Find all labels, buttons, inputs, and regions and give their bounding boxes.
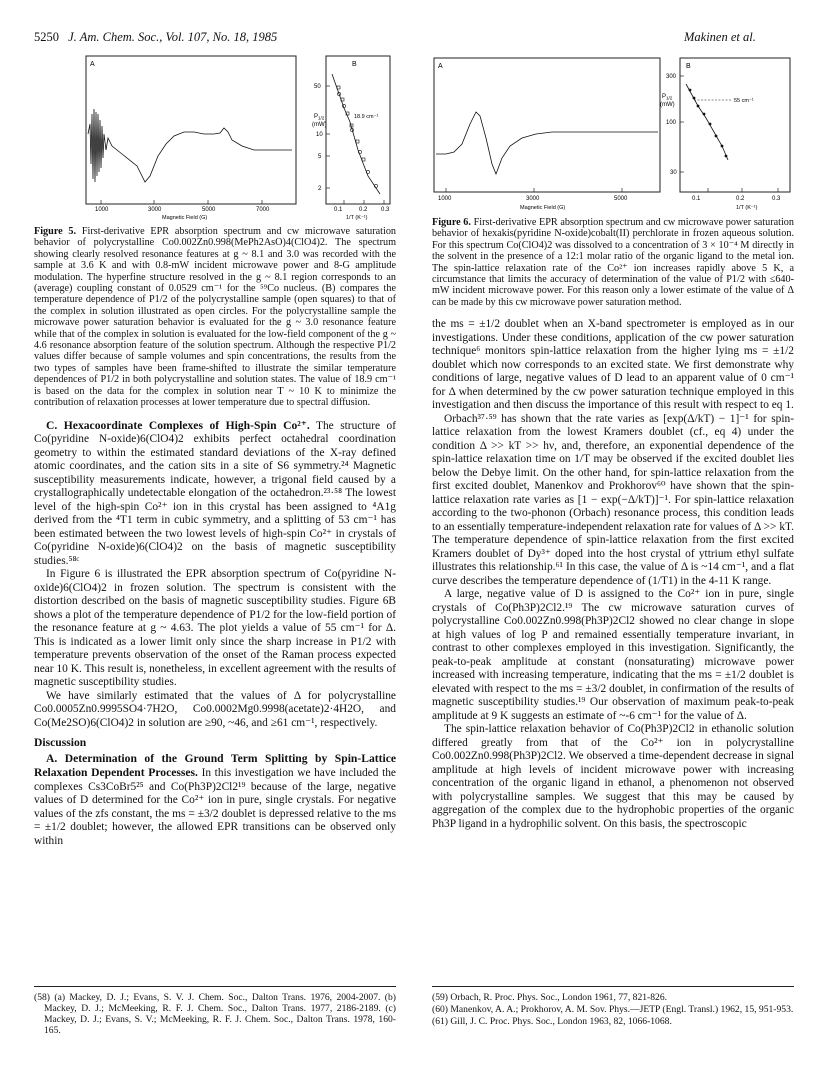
paragraph: In this investigation we have included the complexes Cs3CoBr5²⁵ and Co(Ph3P)2Cl2¹⁹ because of the large, negative values of D determined for the Co²⁺ ion in pure, single crystals. For negative values of the zfs constant, the ms = ±3/2 doublet is depressed relative to the ms = ±1/2 doublet; however, the allowed EPR transitions can be observed only within xyxy=(34,767,396,847)
fig5-x-axis-label: Magnetic Field (G) xyxy=(162,215,208,220)
paragraph: A large, negative value of D is assigned to the Co²⁺ ion in pure, single crystals of Co(Ph3P)2Cl2.¹⁹ The cw microwave saturation curves of polycrystalline Co0.002Zn0.998(Ph3P)2Cl2 showed no clear change in slope at high values of log P and remained essentially temperature invariant, in contrast to other complexes employed in this investigation. Significantly, the peak-to-peak amplitude at constant (nonsaturating) microwave power increased with increasing temperature, indicating that the ms = ±1/2 doublet is elevated with respect to the ms = ±3/2 doublet, in confirmation of the results of magnetic susceptibility studies.¹⁹ Our observation of maximum peak-to-peak amplitude at 9 K suggests an estimate of ~-6 cm⁻¹ for the value of Δ. xyxy=(432,588,794,722)
fig5-b-y-tick: 2 xyxy=(318,186,322,192)
fig5-x-tick: 3000 xyxy=(148,207,162,213)
fig6-b-y-label: $P_{1/2}$ xyxy=(662,94,673,101)
fig5-b-fit-line xyxy=(332,74,380,194)
page-number: 5250 xyxy=(34,30,59,44)
fig5-panel-b-frame xyxy=(326,56,390,204)
right-column xyxy=(432,217,794,831)
fig5-panel-a-frame xyxy=(86,56,296,204)
figure-6 xyxy=(432,54,798,212)
fig5-b-x-tick: 0.3 xyxy=(381,207,390,213)
fig6-b-fit-line xyxy=(686,84,728,160)
paragraph: the ms = ±1/2 doublet when an X-band spectrometer is employed as in our investigations. Under these conditions, application of the cw power saturation technique⁶ monitors spin-lattice relaxation from the higher lying ms = ±1/2 doublet which now corresponds to an excited state. We first demonstrate why conditions of large, negative values of D lead to an apparent value of 0 cm⁻¹ for Δ when determined by the cw power saturation technique employed in this investigation and then discuss the importance of this result with respect to eq 1. xyxy=(432,318,794,412)
fig5-x-tick: 1000 xyxy=(95,207,109,213)
fig6-b-x-tick: 0.1 xyxy=(692,196,701,202)
figure-6-caption-text: First-derivative EPR absorption spectrum and cw microwave power saturation behavior of hexakis(pyridine N-oxide)cobalt(II) perchlorate in frozen aqueous solution. For this spectrum Co(ClO4)2 was dissolved to a concentration of 3 × 10⁻⁴ M directly in the solvent in the presence of a 12:1 molar ratio of the organic ligand to the metal ion. The spin-lattice relaxation rate of the Co²⁺ ion increases rapidly above 5 K, a circumstance that limits the accuracy of determination of the value of P1/2 with ≤640-mW incident microwave power. For this reason only a lower estimate of the value of Δ can be made by this cw microwave power saturation method. xyxy=(432,217,794,308)
left-body-text xyxy=(34,419,396,849)
figure-6-caption-label: Figure 6. xyxy=(432,217,471,228)
fig5-b-y-tick: 5 xyxy=(318,154,322,160)
fig6-panel-a-label: A xyxy=(438,63,443,70)
fig5-b-y-tick: 10 xyxy=(316,132,323,138)
fig6-b-annotation: 55 cm⁻¹ xyxy=(734,98,754,104)
paragraph: The structure of Co(pyridine N-oxide)6(ClO4)2 exhibits perfect octahedral coordination geometry to within the estimated standard deviations of the X-ray defined atomic coordinates, and the cation sits in a site of S6 symmetry.²⁴ Magnetic susceptibility measurements indicate, however, a trigonal field caused by a crystallographically undetectable elongation of the octahedron.²³·⁵⁸ The lowest level of the high-spin Co²⁺ ion in this crystal has been assigned to ⁴A1g derived from the ⁴T1 term in cubic symmetry, and a splitting of 53 cm⁻¹ has been estimated between the two lowest levels of high-spin Co²⁺ in crystals of Co(pyridine N-oxide)6(ClO4)2 on the basis of magnetic susceptibility studies.⁵⁸ᶜ xyxy=(34,419,396,567)
footnotes-left xyxy=(34,992,396,1037)
fig6-panel-b-frame xyxy=(680,58,790,192)
figure-5-caption xyxy=(34,226,396,409)
footnotes-right xyxy=(432,992,794,1028)
fig6-x-tick: 3000 xyxy=(526,196,540,202)
fig6-x-tick: 1000 xyxy=(438,196,452,202)
fig5-panel-b-label: B xyxy=(352,61,357,68)
paragraph: The spin-lattice relaxation behavior of Co(Ph3P)2Cl2 in ethanolic solution differed greatly from that of the Co²⁺ ion in polycrystalline Co0.002Zn0.998(Ph3P)2Cl2. We observed a time-dependent decrease in signal amplitude at high levels of incident microwave power with increasing concentration of the organic ligand in ethanol, a phenomenon not observed with polycrystalline samples. We suggest that this may be caused by aggregation of the complex due to the hydrophobic properties of the organic Ph3P ligand in a hydrophilic solvent. On this basis, the spectroscopic xyxy=(432,723,794,830)
paragraph: Orbach³⁷·⁵⁹ has shown that the rate varies as [exp(Δ/kT) − 1]⁻¹ for spin-lattice relaxation from the lowest Kramers doublet (cf., eq 4) under the condition Δ >> kT >> hν, and, therefore, an exponential dependence of the spin-lattice relaxation time on 1/T may be observed if the excited doublet lies below the Debye limit. On the other hand, for spin-lattice relaxation from the first excited doublet, Manenkov and Prokhorov⁶⁰ have shown that the spin-lattice relaxation rate varies as [1 − exp(−Δ/kT)]⁻¹. For spin-lattice relaxation according to the two-phonon (Orbach) resonance process, this condition leads to an essentially temperature-independent relaxation rate for values of Δ >> kT. The temperature dependence of spin-lattice relaxation from the first excited Kramers doublet of Dy³⁺ doped into the host crystal of yttrium ethyl sulfate illustrates this relationship.⁶¹ In this case, the value of Δ is ~14 cm⁻¹, and a flat curve describes the temperature dependence of (1/T1) in the 4-11 K range. xyxy=(432,412,794,587)
running-header-authors: Makinen et al. xyxy=(684,30,756,44)
fig6-b-y-tick: 300 xyxy=(666,74,677,80)
fig6-x-axis-label: Magnetic Field (G) xyxy=(520,205,566,211)
fig6-b-x-tick: 0.2 xyxy=(736,196,745,202)
figure-5 xyxy=(82,54,402,220)
footnote-rule-right xyxy=(432,986,794,987)
fig5-x-tick: 5000 xyxy=(202,207,216,213)
figure-6-caption xyxy=(432,217,794,308)
fig6-b-x-tick: 0.3 xyxy=(772,196,781,202)
fig6-panel-a-frame xyxy=(434,58,660,192)
fig6-b-y-tick: 30 xyxy=(670,170,677,176)
figure-5-caption-text: First-derivative EPR absorption spectrum and cw microwave saturation behavior of polycrystalline Co0.002Zn0.998(MePh2AsO)4(ClO4)2. The spectrum showing clearly resolved resonance features at g ~ 8.1 and 3.0 was recorded with the sample at 3.6 K and with 0.8-mW incident microwave power and 8-G amplitude modulation. The hyperfine structure resolved in the g ~ 8.1 region corresponds to an (average) coupling constant of 0.0529 cm⁻¹ for the ⁵⁹Co nucleus. (B) compares the temperature dependence of P1/2 of the polycrystalline sample (open squares) to that of the complex in solution illustrated as open circles. For the polycrystalline sample the microwave power saturation behavior is evaluated for the g ~ 3.0 resonance feature while that of the complex in solution is evaluated for the low-field component of the g ~ 4.6 resonance absorption feature of the solution spectrum. Although the respective P1/2 values differ because of sample volumes and spin concentrations, the results from the two types of samples have been frame-shifted to illustrate the similar temperature dependences of P1/2 in both polycrystalline and solution states. The value of 18.9 cm⁻¹ is based on the data for the complex in solution near T ~ 10 K to minimize the contribution of relaxation processes at lower temperature due to spectral diffusion. xyxy=(34,226,397,409)
left-column xyxy=(34,226,396,848)
fig5-panel-a-label: A xyxy=(90,61,95,68)
fig6-x-tick: 5000 xyxy=(614,196,628,202)
fig6-spectrum-trace xyxy=(436,112,658,174)
fig6-b-y-tick: 100 xyxy=(666,120,677,126)
fig5-b-y-tick: 50 xyxy=(314,84,321,90)
fig5-b-x-axis-label: 1/T (K⁻¹) xyxy=(346,215,368,220)
section-a-heading: A. Determination of the Ground Term Splitting by Spin-Lattice Relaxation Dependent Processes. xyxy=(34,751,396,779)
footnote: (61) Gill, J. C. Proc. Phys. Soc., London 1963, 82, 1066-1068. xyxy=(432,1016,672,1027)
right-body-text xyxy=(432,318,794,831)
discussion-heading: Discussion xyxy=(34,736,87,749)
fig6-b-y-label-unit: (mW) xyxy=(660,102,675,108)
running-header-left xyxy=(34,30,277,45)
paragraph: We have similarly estimated that the values of Δ for polycrystalline Co0.0005Zn0.9995SO4·7H2O, Co0.0002Mg0.9998(acetate)2·4H2O, and Co(Me2SO)6(ClO4)2 in solution are ≥90, ~46, and ≥61 cm⁻¹, respectively. xyxy=(34,689,396,729)
fig5-b-x-tick: 0.2 xyxy=(359,207,368,213)
footnote: (59) Orbach, R. Proc. Phys. Soc., London 1961, 77, 821-826. xyxy=(432,992,668,1003)
footnote-rule-left xyxy=(34,986,396,987)
fig5-x-tick: 7000 xyxy=(256,207,270,213)
fig5-b-annotation: 18.9 cm⁻¹ xyxy=(354,114,379,120)
figure-5-caption-label: Figure 5. xyxy=(34,226,77,237)
section-c-heading: C. Hexacoordinate Complexes of High-Spin Co²⁺. xyxy=(46,418,310,432)
fig5-b-y-label: $P_{1/2}$ xyxy=(314,114,325,121)
footnote: (60) Manenkov, A. A.; Prokhorov, A. M. Sov. Phys.—JETP (Engl. Transl.) 1962, 15, 951-953. xyxy=(432,1004,794,1015)
footnote: (58) (a) Mackey, D. J.; Evans, S. V. J. Chem. Soc., Dalton Trans. 1976, 2004-2007. (b) Mackey, D. J.; McMeeking, R. F. J. Chem. Soc., Dalton Trans. 1977, 2186-2189. (c) Mackey, D. J.; Evans, S. V.; McMeeking, R. F. J. Chem. Soc., Dalton Trans. 1978, 160-165. xyxy=(34,992,396,1036)
fig6-panel-b-label: B xyxy=(686,63,691,70)
fig5-b-x-tick: 0.1 xyxy=(334,207,343,213)
fig5-b-y-label-unit: (mW) xyxy=(312,122,327,128)
journal-citation: J. Am. Chem. Soc., Vol. 107, No. 18, 1985 xyxy=(68,30,278,44)
fig6-b-x-axis-label: 1/T (K⁻¹) xyxy=(736,205,758,211)
paragraph: In Figure 6 is illustrated the EPR absorption spectrum of Co(pyridine N-oxide)6(ClO4)2 in frozen solution. The spectrum is consistent with the distortion described on the basis of magnetic susceptibility studies. Figure 6B shows a plot of the temperature dependence of P1/2 for the low-field portion of the resonance feature at g ~ 4.63. The plot yields a value of 55 cm⁻¹ for Δ. This is indicated as a lower limit only since the sharp increase in P1/2 with temperature prevents observation of the onset of the Raman process expected near 10 K. This result is, nonetheless, in excellent agreement with the results of magnetic susceptibility studies. xyxy=(34,568,396,688)
fig5-spectrum-trace xyxy=(88,109,292,182)
